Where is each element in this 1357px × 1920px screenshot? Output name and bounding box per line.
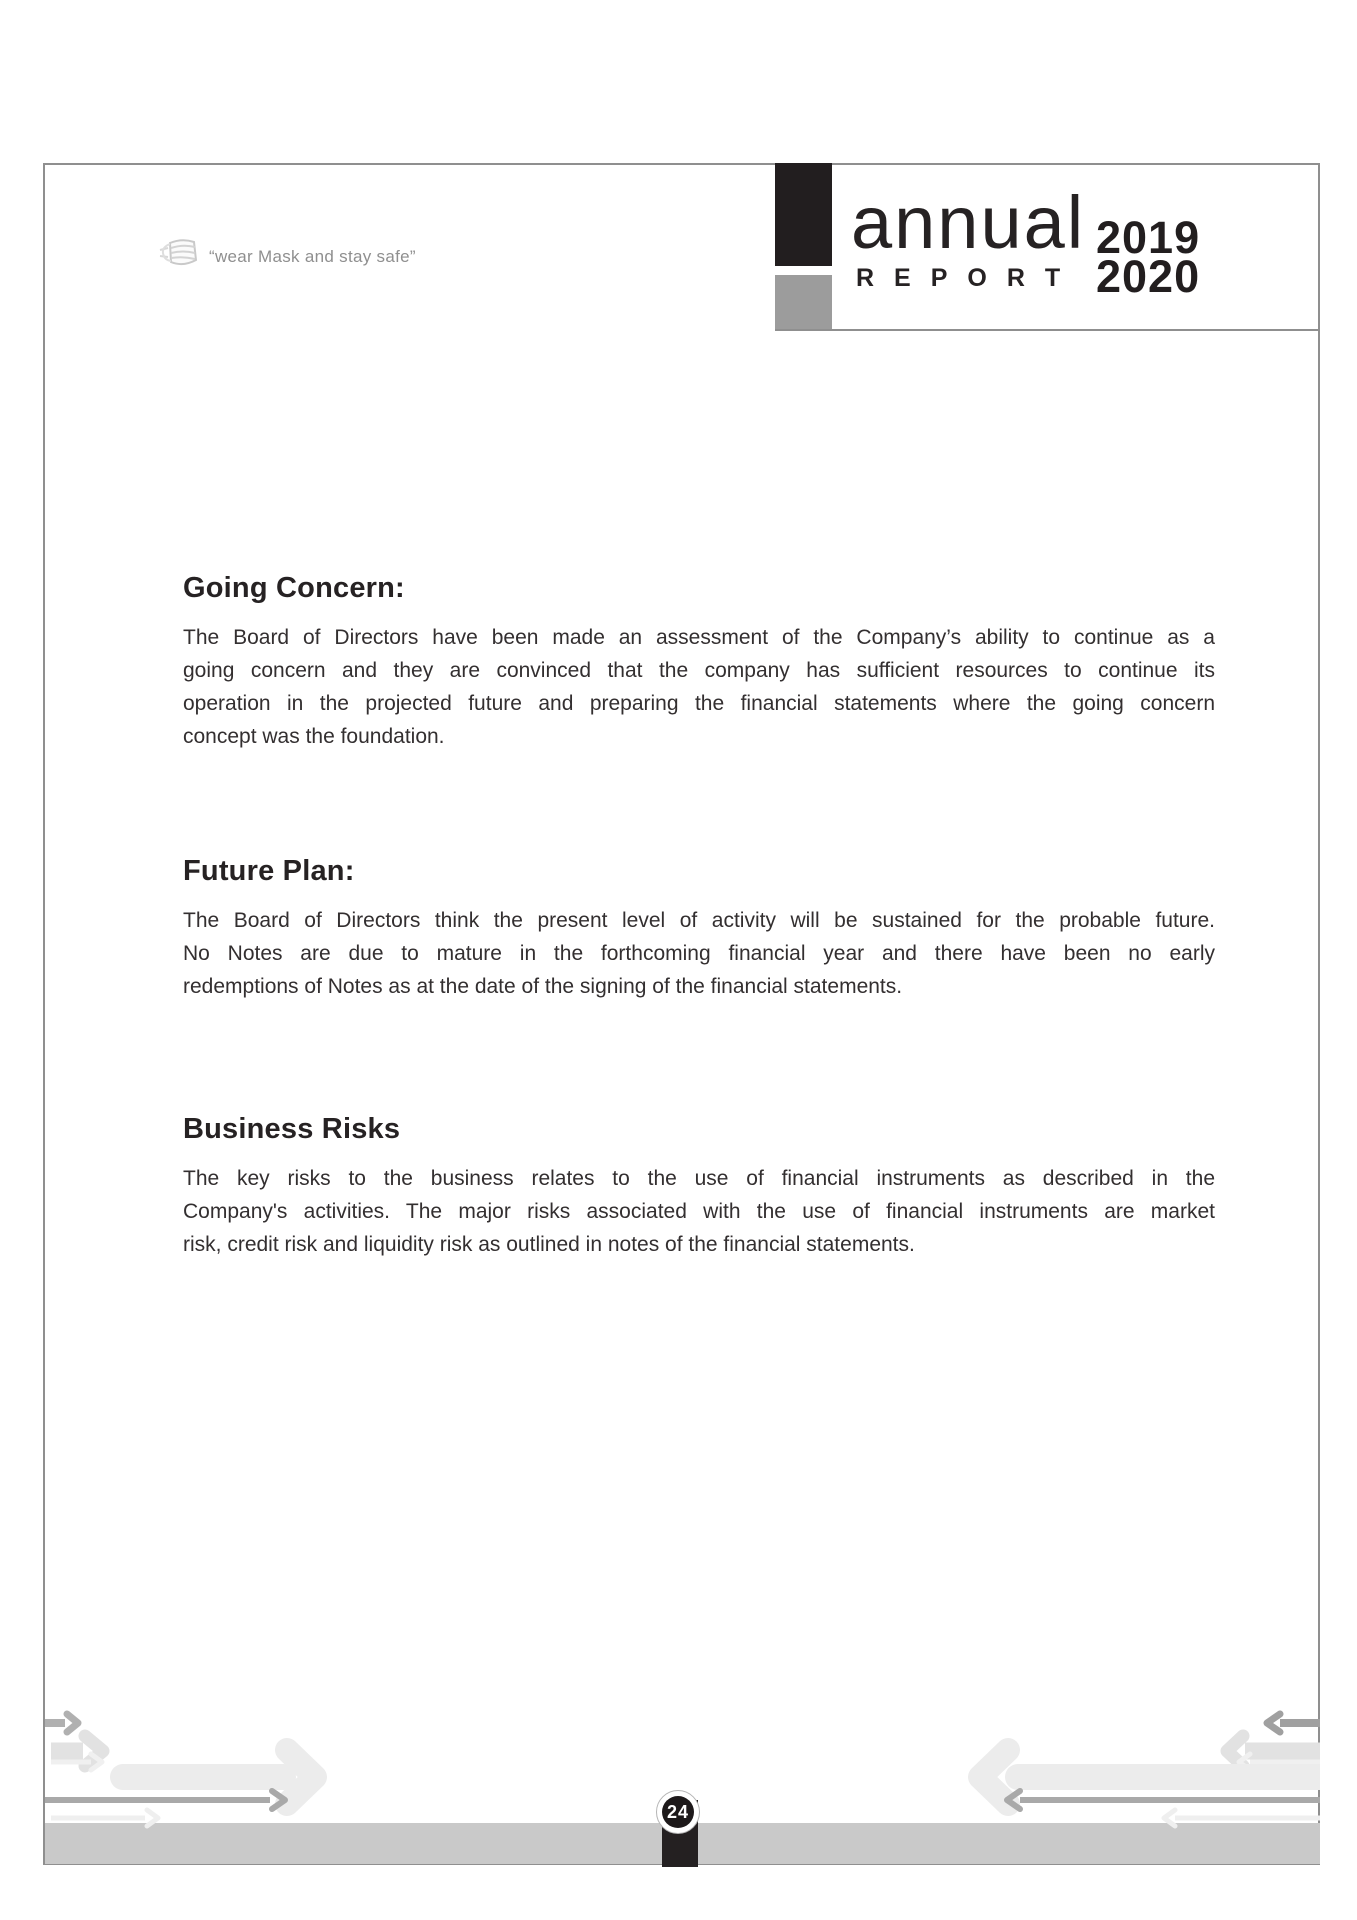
footer-arrows-right: [950, 1705, 1320, 1830]
logo-year-bottom: 2020: [1096, 251, 1201, 302]
logo-gray-block: [775, 275, 832, 330]
paragraph-line: operation in the projected future and preparing the financial statements where the going concern: [183, 692, 1215, 715]
footer-arrows-left: [45, 1705, 345, 1830]
logo-title: annual: [851, 181, 1086, 264]
paragraph-line: No Notes are due to mature in the forthcoming financial year and there have been no early: [183, 942, 1215, 965]
section-heading-business-risks: Business Risks: [183, 1113, 401, 1145]
logo-underline: [775, 329, 1320, 331]
face-mask-icon: [158, 234, 200, 279]
page-border-frame: [43, 163, 1320, 1865]
logo-year-top: 2019: [1096, 212, 1201, 263]
section-paragraph-going-concern: [183, 621, 1215, 753]
tagline-text: “wear Mask and stay safe”: [209, 246, 416, 266]
section-heading-future-plan: Future Plan:: [183, 855, 355, 887]
paragraph-line: risk, credit risk and liquidity risk as outlined in notes of the financial statements.: [183, 1233, 915, 1256]
paragraph-line: The Board of Directors have been made an assessment of the Company’s ability to continue as a: [183, 626, 1215, 649]
paragraph-line: Company's activities. The major risks associated with the use of financial instruments are market: [183, 1200, 1215, 1223]
page-number: 24: [662, 1796, 694, 1828]
page-number-badge: [656, 1790, 700, 1834]
logo-years: [1096, 212, 1201, 302]
paragraph-line: The Board of Directors think the present level of activity will be sustained for the probable future.: [183, 909, 1215, 932]
paragraph-line: redemptions of Notes as at the date of the signing of the financial statements.: [183, 975, 903, 998]
mask-tagline: [158, 234, 416, 279]
paragraph-line: concept was the foundation.: [183, 725, 445, 748]
logo-black-block: [775, 163, 832, 266]
section-heading-going-concern: Going Concern:: [183, 572, 405, 604]
section-paragraph-business-risks: [183, 1162, 1215, 1261]
logo-subtitle: REPORT: [856, 264, 1081, 292]
section-paragraph-future-plan: [183, 904, 1215, 1003]
paragraph-line: The key risks to the business relates to the use of financial instruments as described in the: [183, 1167, 1215, 1190]
paragraph-line: going concern and they are convinced that the company has sufficient resources to continue its: [183, 659, 1215, 682]
